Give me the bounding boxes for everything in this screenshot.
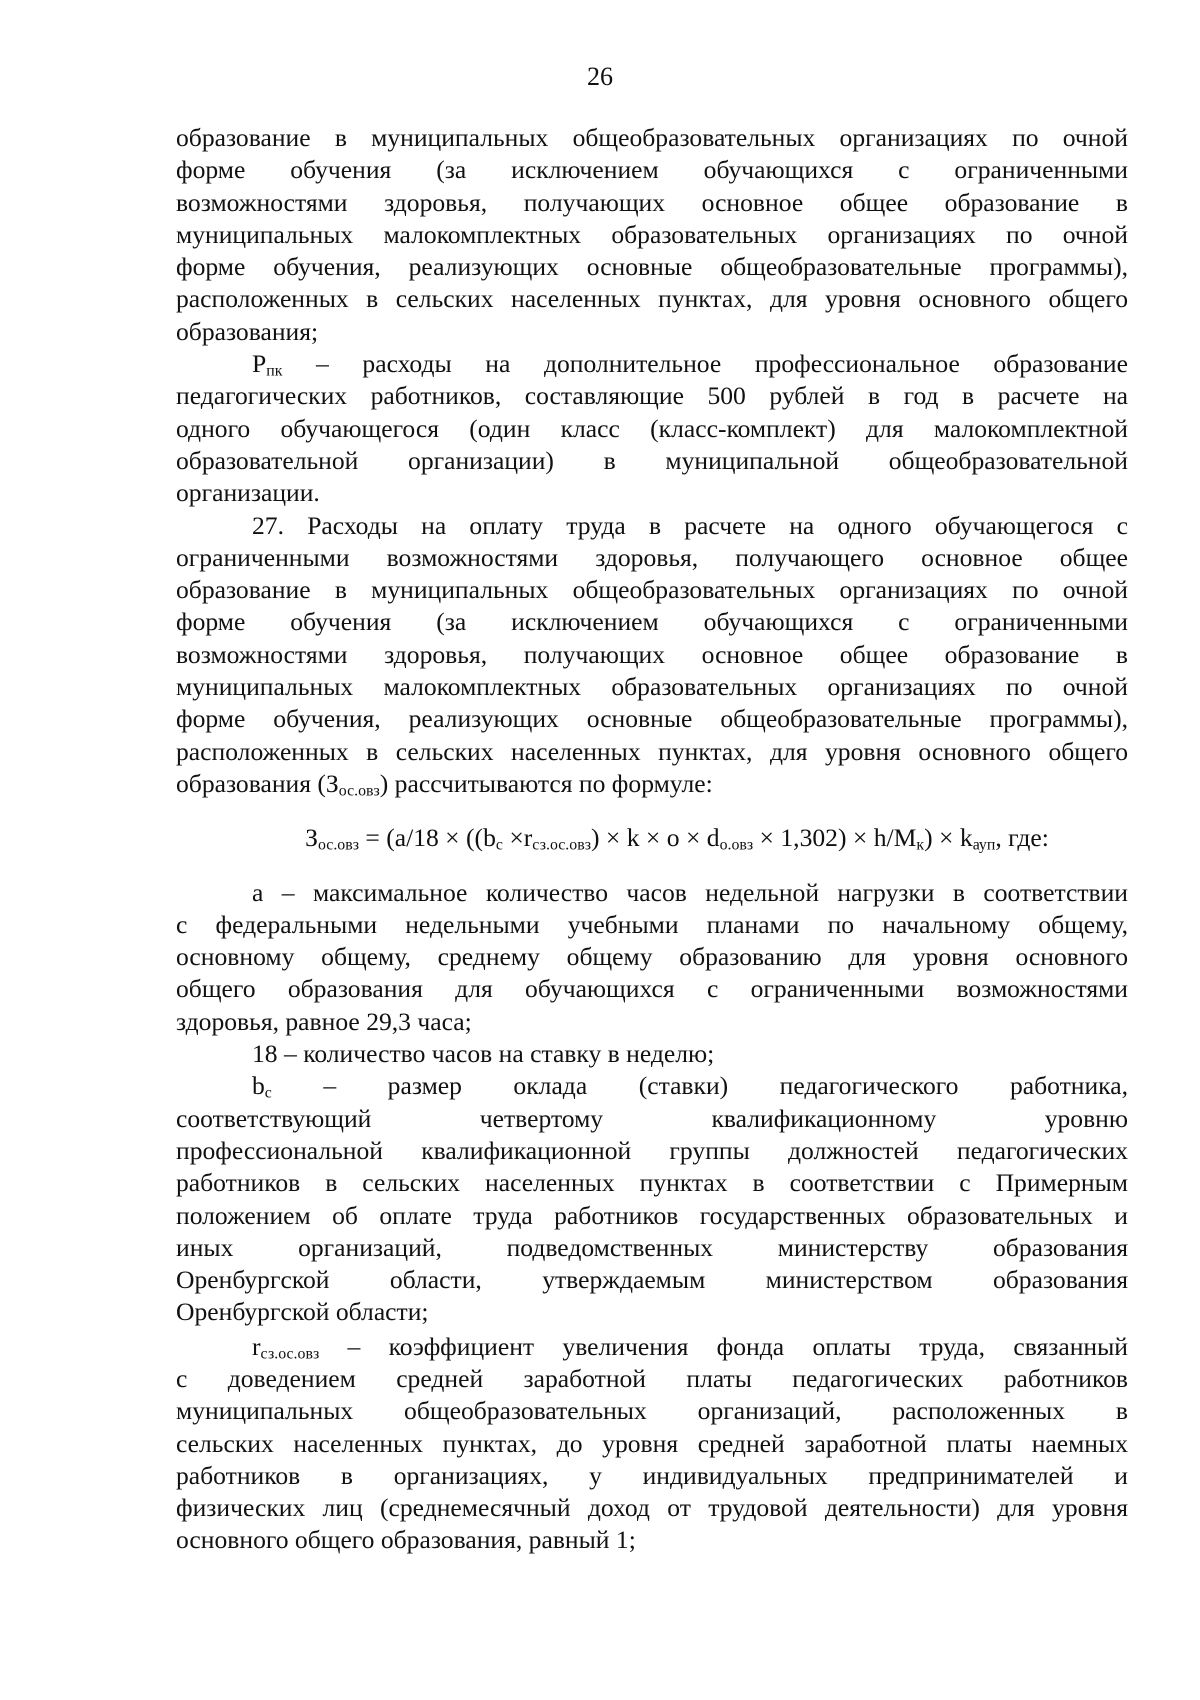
formula-part: ×r xyxy=(502,823,533,853)
subscript-c: с xyxy=(264,1084,272,1102)
definition-18: 18 – количество часов на ставку в неделю; xyxy=(252,1039,715,1069)
text-fragment: ) рассчитываются по формуле: xyxy=(379,768,713,798)
definition-pk xyxy=(176,348,1128,380)
text-line: с федеральными недельными учебными планами по начальному общему, xyxy=(176,909,1128,939)
text-line: иных организаций, подведомственных министерству образования xyxy=(176,1232,1128,1262)
formula-part: = (a/18 × ((b xyxy=(358,823,496,853)
subscript-szosovz: сз.ос.овз xyxy=(260,1345,320,1363)
formula-part: ) × k × o × d xyxy=(590,823,720,853)
text-line: возможностями здоровья, получающих основное общее образование в xyxy=(176,187,1128,217)
text-line: образование в муниципальных общеобразовательных организациях по очной xyxy=(176,123,1128,152)
text-line: расположенных в сельских населенных пунктах, для уровня основного общего xyxy=(176,284,1128,314)
formula-subscript: c xyxy=(495,836,503,854)
text-line: работников в сельских населенных пунктах в соответствии с Примерным xyxy=(176,1168,1128,1198)
formula-part: ) × k xyxy=(924,823,973,853)
text-line: муниципальных общеобразовательных организаций, расположенных в xyxy=(176,1396,1128,1426)
text-line: с доведением средней заработной платы педагогических работников xyxy=(176,1363,1128,1393)
text-line: положением об оплате труда работников государственных образовательных и xyxy=(176,1200,1128,1230)
text-line: одного обучающегося (один класс (класс-комплект) для малокомплектной xyxy=(176,413,1128,443)
formula-subscript: ос.овз xyxy=(317,836,359,854)
text-line: ограниченными возможностями здоровья, получающего основное общее xyxy=(176,542,1128,572)
definition-a: а – максимальное количество часов недельной нагрузки в соответствии xyxy=(252,877,1128,907)
symbol-p: Р xyxy=(252,349,267,379)
text-line: организации. xyxy=(176,478,320,508)
definition-text: – расходы на дополнительное профессиональное образование xyxy=(282,349,1128,379)
text-line: образования; xyxy=(176,316,319,346)
formula-subscript: к xyxy=(916,836,925,854)
formula-subscript: о.овз xyxy=(719,836,754,854)
text-line: форме обучения (за исключением обучающихся с ограниченными xyxy=(176,607,1128,637)
formula xyxy=(176,822,1128,854)
text-fragment: образования (З xyxy=(176,768,339,798)
text-line: основного общего образования, равный 1; xyxy=(176,1525,636,1555)
definition-r xyxy=(176,1331,1128,1363)
formula-part: , где: xyxy=(995,823,1049,853)
subscript-osovz: ос.овз xyxy=(338,782,380,800)
text-line: работников в организациях, у индивидуальных предпринимателей и xyxy=(176,1460,1128,1490)
formula-part: × 1,302) × h/M xyxy=(753,823,917,853)
symbol-r: r xyxy=(252,1331,261,1361)
text-line: соответствующий четвертому квалификационному уровню xyxy=(176,1103,1128,1133)
text-line: профессиональной квалификационной группы должностей педагогических xyxy=(176,1135,1128,1165)
text-line: муниципальных малокомплектных образовательных организациях по очной xyxy=(176,672,1128,702)
paragraph-27-start: 27. Расходы на оплату труда в расчете на одного обучающегося с xyxy=(252,510,1128,540)
symbol-b: b xyxy=(252,1071,265,1101)
text-line: сельских населенных пунктах, до уровня средней заработной платы наемных xyxy=(176,1428,1128,1458)
text-line: муниципальных малокомплектных образовательных организациях по очной xyxy=(176,219,1128,249)
definition-bc xyxy=(176,1070,1128,1102)
definition-text: – коэффициент увеличения фонда оплаты труда, связанный xyxy=(319,1331,1128,1361)
definition-text: – размер оклада (ставки) педагогического работника, xyxy=(271,1071,1128,1101)
text-line: форме обучения (за исключением обучающихся с ограниченными xyxy=(176,155,1128,185)
text-line: Оренбургской области; xyxy=(176,1297,429,1327)
text-line xyxy=(176,768,1128,800)
formula-part: З xyxy=(305,823,318,853)
text-line: педагогических работников, составляющие 500 рублей в год в расчете на xyxy=(176,381,1128,411)
text-line: возможностями здоровья, получающих основное общее образование в xyxy=(176,639,1128,669)
formula-subscript: сз.ос.овз xyxy=(532,836,591,854)
text-line: форме обучения, реализующих основные общеобразовательные программы), xyxy=(176,252,1128,282)
text-line: физических лиц (среднемесячный доход от трудовой деятельности) для уровня xyxy=(176,1493,1128,1523)
page-number: 26 xyxy=(587,62,613,91)
text-line: основному общему, среднему общему образованию для уровня основного xyxy=(176,942,1128,972)
subscript-pk: пк xyxy=(266,362,283,380)
text-line: здоровья, равное 29,3 часа; xyxy=(176,1006,472,1036)
text-line: форме обучения, реализующих основные общеобразовательные программы), xyxy=(176,704,1128,734)
text-line: общего образования для обучающихся с ограниченными возможностями xyxy=(176,974,1128,1004)
text-line: Оренбургской области, утверждаемым министерством образования xyxy=(176,1265,1128,1295)
text-line: образование в муниципальных общеобразовательных организациях по очной xyxy=(176,575,1128,605)
document-body xyxy=(176,122,1128,1557)
text-line: образовательной организации) в муниципальной общеобразовательной xyxy=(176,445,1128,475)
formula-subscript: ауп xyxy=(972,836,996,854)
text-line: расположенных в сельских населенных пунктах, для уровня основного общего xyxy=(176,736,1128,766)
